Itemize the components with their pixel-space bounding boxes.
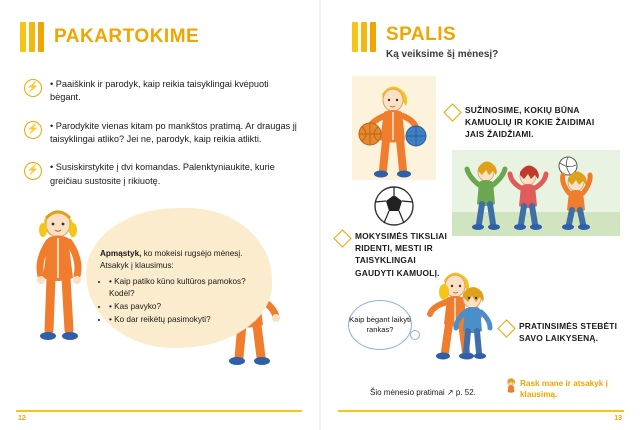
left-bullet-list: [24, 78, 298, 203]
note-text: SUŽINOSIME, KOKIŲ BŪNA KAMUOLIŲ IR KOKIE ŽAIDIMAI JAIS ŽAIDŽIAMI.: [465, 105, 595, 140]
bullet-text: • Parodykite vienas kitam po mankštos pratimą. Ar draugas jį taisyklingai atliko? Jei ne, parodyk, kaip reikia atlikti.: [50, 120, 297, 145]
soccer-ball-photo: [352, 180, 436, 232]
practice-note: Šio mėnesio pratimai ↗ p. 52.: [370, 388, 476, 397]
find-me-note: Rask mane ir atsakyk į klausimą.: [520, 379, 608, 400]
left-page-number: 12: [18, 415, 26, 422]
right-header: [352, 22, 498, 60]
reflection-lead-bold: Apmąstyk,: [100, 249, 142, 258]
note-posture: [500, 320, 620, 344]
lightning-icon: ⚡: [24, 121, 42, 139]
speech-bubble: [348, 300, 412, 350]
left-page-title: PAKARTOKIME: [54, 26, 200, 47]
note-text: MOKYSIMĖS TIKSLIAI RIDENTI, MESTI IR TAISYKLINGAI GAUDYTI KAMUOLĮ.: [355, 231, 448, 278]
lightning-icon: ⚡: [24, 79, 42, 97]
left-footer-rule: [16, 410, 302, 412]
reflection-text: [100, 248, 250, 328]
note-balls: [446, 104, 616, 141]
reflection-lead-rest: ko mokeisi rugsėjo mėnesį. Atsakyk į klausimus:: [100, 249, 243, 271]
list-item: [24, 120, 298, 147]
page-spine: [319, 0, 321, 430]
bullet-text: • Susiskirstykite į dvi komandas. Palenktyniaukite, kurie greičiau sustosite į rikiuotę.: [50, 162, 275, 186]
header-bars-icon: [352, 22, 376, 52]
posture-kid-illustration: [448, 282, 496, 368]
diamond-icon: [443, 103, 461, 121]
right-footer-rule: [338, 410, 624, 412]
speech-bubble-text: Kaip bėgant laikyti rankas?: [349, 314, 411, 334]
right-page-number: 13: [614, 415, 622, 422]
note-text: PRATINSIMĖS STEBĖTI SAVO LAIKYSENĄ.: [519, 321, 618, 344]
diamond-icon: [497, 319, 515, 337]
lightning-icon: ⚡: [24, 162, 42, 180]
reflection-question: • • Ko dar reikėtų pasimokyti?: [109, 314, 250, 326]
volleyball-photo: [452, 150, 620, 236]
list-item: [24, 78, 298, 105]
diamond-icon: [333, 229, 351, 247]
basketball-photo: [352, 76, 436, 196]
note-ball-skills: [336, 230, 454, 279]
character-icon: [504, 378, 518, 394]
bullet-text: • Paaiškink ir parodyk, kaip reikia taisyklingai kvėpuoti bėgant.: [50, 79, 269, 103]
reflection-question: • • Kas pavyko?: [109, 301, 250, 313]
header-bars-icon: [20, 22, 44, 52]
speech-bubble-tail-icon: [410, 330, 420, 340]
right-page-title: SPALIS: [386, 24, 457, 45]
right-page-subtitle: Ką veiksime šį mėnesį?: [386, 49, 499, 60]
list-item: [24, 161, 298, 188]
left-header: [20, 22, 199, 52]
reflection-question: • • Kaip patiko kūno kultūros pamokos? Kodėl?: [109, 276, 250, 301]
